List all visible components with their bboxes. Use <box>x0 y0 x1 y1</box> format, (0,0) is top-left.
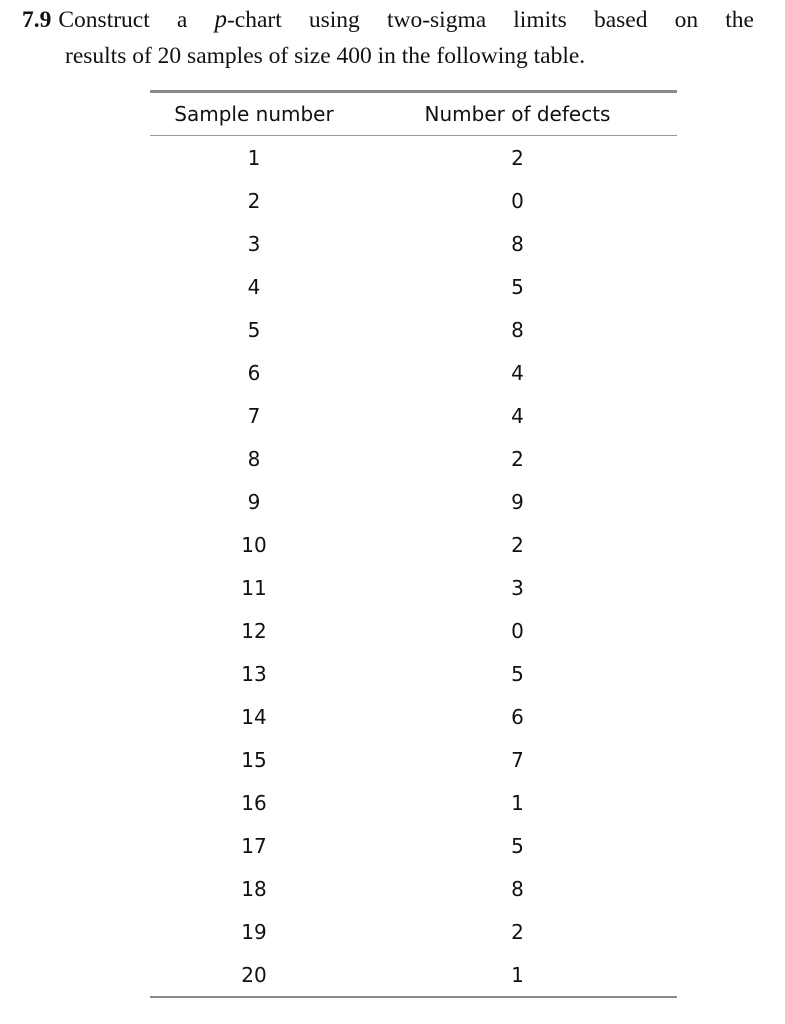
defects-cell: 8 <box>511 876 524 901</box>
table-row <box>150 695 677 738</box>
sample-number-cell: 9 <box>247 489 261 514</box>
defects-cell: 4 <box>511 403 524 428</box>
problem-word: two-sigma <box>386 7 487 33</box>
defects-table <box>150 90 677 998</box>
defects-cell: 5 <box>511 274 524 299</box>
problem-line-2: results of 20 samples of size 400 in the following table. <box>65 43 586 69</box>
table-row <box>150 265 677 308</box>
problem-statement <box>22 2 782 74</box>
defects-cell: 2 <box>511 919 524 944</box>
defects-cell: 3 <box>511 575 524 600</box>
table-row <box>150 351 677 394</box>
sample-number-cell: 8 <box>247 446 261 471</box>
sample-number-cell: 6 <box>247 360 261 385</box>
problem-word: Construct <box>58 7 150 33</box>
defects-cell: 8 <box>511 231 524 256</box>
defects-cell: 8 <box>511 317 524 342</box>
table-row <box>150 609 677 652</box>
problem-word: limits <box>513 7 567 33</box>
sample-number-cell: 16 <box>241 790 267 815</box>
table-row <box>150 437 677 480</box>
header-sample-number: Sample number <box>174 102 334 126</box>
sample-number-cell: 14 <box>241 704 267 729</box>
table-row <box>150 394 677 437</box>
defects-cell: 9 <box>511 489 524 514</box>
defects-cell: 2 <box>511 145 524 170</box>
table-body <box>150 136 677 996</box>
sample-number-cell: 18 <box>241 876 267 901</box>
sample-number-cell: 10 <box>241 532 267 557</box>
problem-word: using <box>308 7 360 33</box>
sample-number-cell: 19 <box>241 919 267 944</box>
sample-number-cell: 13 <box>241 661 267 686</box>
defects-cell: 1 <box>511 790 524 815</box>
defects-cell: 6 <box>511 704 524 729</box>
sample-number-cell: 7 <box>247 403 261 428</box>
table-row <box>150 652 677 695</box>
defects-cell: 2 <box>511 532 524 557</box>
problem-word: a <box>176 7 188 33</box>
table-row <box>150 308 677 351</box>
table-row <box>150 738 677 781</box>
table-row <box>150 953 677 996</box>
defects-cell: 0 <box>511 618 524 643</box>
table-row <box>150 910 677 953</box>
defects-cell: 5 <box>511 833 524 858</box>
p-variable: p <box>214 6 227 33</box>
table-bottom-rule <box>150 996 677 998</box>
table-row <box>150 781 677 824</box>
table-row <box>150 480 677 523</box>
table-row <box>150 179 677 222</box>
table-row <box>150 867 677 910</box>
p-chart-suffix: -chart <box>226 7 282 33</box>
problem-word: based <box>593 7 648 33</box>
sample-number-cell: 5 <box>247 317 261 342</box>
sample-number-cell: 12 <box>241 618 267 643</box>
problem-word-p-chart <box>214 2 281 38</box>
table-row <box>150 523 677 566</box>
problem-word: on <box>674 7 699 33</box>
problem-line-1 <box>22 2 754 38</box>
table-row <box>150 824 677 867</box>
sample-number-cell: 17 <box>241 833 267 858</box>
sample-number-cell: 15 <box>241 747 267 772</box>
problem-number: 7.9 <box>22 7 52 33</box>
defects-cell: 2 <box>511 446 524 471</box>
defects-cell: 7 <box>511 747 524 772</box>
sample-number-cell: 1 <box>247 145 261 170</box>
table-header-row <box>150 93 677 135</box>
sample-number-cell: 20 <box>241 962 267 987</box>
sample-number-cell: 4 <box>247 274 261 299</box>
table-row <box>150 136 677 179</box>
table-row <box>150 566 677 609</box>
problem-word: the <box>725 7 754 33</box>
defects-cell: 1 <box>511 962 524 987</box>
defects-cell: 0 <box>511 188 524 213</box>
sample-number-cell: 11 <box>241 575 267 600</box>
sample-number-cell: 3 <box>247 231 261 256</box>
defects-cell: 4 <box>511 360 524 385</box>
sample-number-cell: 2 <box>247 188 261 213</box>
defects-cell: 5 <box>511 661 524 686</box>
table-row <box>150 222 677 265</box>
header-number-of-defects: Number of defects <box>424 102 611 126</box>
